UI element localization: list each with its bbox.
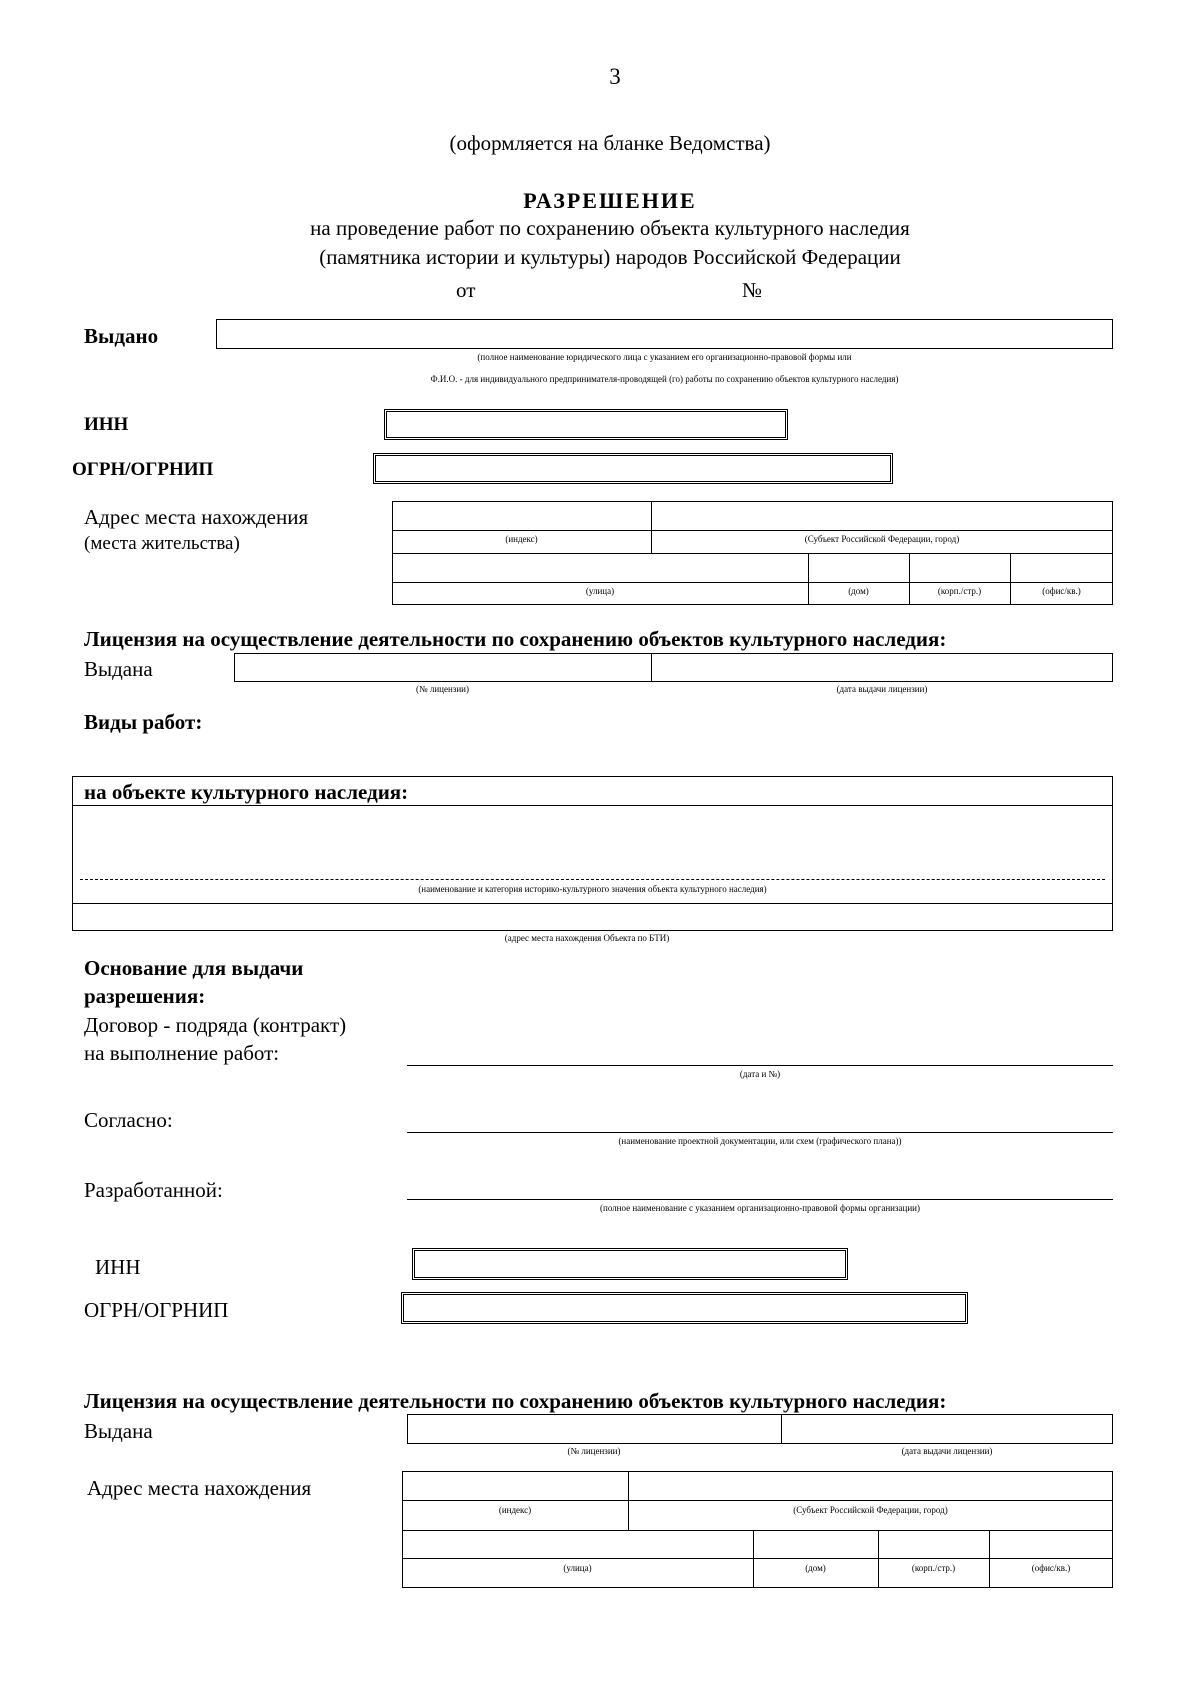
object-heading: на объекте культурного наследия: (84, 780, 409, 804)
object-address-field[interactable] (72, 904, 1113, 930)
license1-date-caption: (дата выдачи лицензии) (836, 684, 928, 694)
date-label: от (456, 278, 476, 302)
ogrn2-label: ОГРН/ОГРНИП (84, 1298, 229, 1322)
address2-office-caption: (офис/кв.) (1031, 1563, 1071, 1573)
license1-number-caption: (№ лицензии) (416, 684, 469, 694)
inn2-field[interactable] (412, 1248, 848, 1280)
license1-issued-label: Выдана (84, 657, 153, 681)
contract-caption: (дата и №) (739, 1069, 781, 1079)
object-name-field[interactable] (72, 805, 1113, 879)
license2-number-field[interactable] (407, 1414, 781, 1444)
according-label: Согласно: (84, 1108, 173, 1132)
basis-heading-line2: разрешения: (84, 984, 206, 1008)
address2-label: Адрес места нахождения (87, 1476, 312, 1500)
developed-label: Разработанной: (84, 1178, 223, 1202)
contract-label-line1: Договор - подряда (контракт) (84, 1013, 347, 1037)
address-building-field[interactable] (909, 553, 1010, 582)
issued-label: Выдано (84, 324, 159, 348)
address-region-caption: (Субъект Российской Федерации, город) (804, 534, 960, 544)
address-house-field[interactable] (808, 553, 909, 582)
object-name-caption: (наименование и категория историко-культурного значения объекта культурного наследия) (418, 884, 767, 894)
basis-heading-line1: Основание для выдачи (84, 956, 304, 980)
according-field-line[interactable] (407, 1132, 1113, 1133)
address-index-field[interactable] (392, 501, 651, 530)
blank-note: (оформляется на бланке Ведомства) (449, 131, 771, 155)
address2-index-field[interactable] (402, 1471, 628, 1500)
address2-house-field[interactable] (753, 1530, 878, 1558)
issued-field[interactable] (216, 319, 1113, 349)
document-title: РАЗРЕШЕНИЕ (523, 188, 697, 213)
address-office-caption: (офис/кв.) (1042, 586, 1081, 596)
address2-index-caption: (индекс) (498, 1505, 532, 1515)
address2-building-caption: (корп./стр.) (911, 1563, 956, 1573)
issued-caption1: (полное наименование юридического лица с указанием его организационно-правовой формы или (477, 352, 852, 362)
license1-date-field[interactable] (651, 653, 1113, 682)
address-street-caption: (улица) (585, 586, 615, 596)
address2-street-field[interactable] (402, 1530, 753, 1558)
subtitle-line2: (памятника истории и культуры) народов Российской Федерации (319, 245, 901, 269)
address-region-field[interactable] (651, 501, 1113, 530)
work-types-label: Виды работ: (84, 710, 203, 734)
contract-field-line[interactable] (407, 1065, 1113, 1066)
object-address-caption: (адрес места нахождения Объекта по БТИ) (504, 933, 670, 943)
address-label-line2: (места жительства) (84, 533, 240, 554)
inn2-label: ИНН (95, 1255, 141, 1279)
subtitle-line1: на проведение работ по сохранению объекта культурного наследия (310, 216, 910, 240)
address2-building-field[interactable] (878, 1530, 989, 1558)
address-index-caption: (индекс) (505, 534, 538, 544)
license2-date-field[interactable] (781, 1414, 1113, 1444)
inn-field[interactable] (384, 409, 788, 440)
developed-field-line[interactable] (407, 1199, 1113, 1200)
address-building-caption: (корп./стр.) (937, 586, 982, 596)
issued-caption2: Ф.И.О. - для индивидуального предпринимателя-проводящей (го) работы по сохранению объектов культурного наследия) (430, 374, 899, 384)
according-caption: (наименование проектной документации, или схем (графического плана)) (618, 1136, 902, 1146)
contract-label-line2: на выполнение работ: (84, 1041, 280, 1065)
page-number: 3 (609, 64, 621, 89)
address-office-field[interactable] (1010, 553, 1113, 582)
license2-heading: Лицензия на осуществление деятельности по сохранению объектов культурного наследия: (84, 1389, 947, 1413)
address2-street-caption: (улица) (563, 1563, 592, 1573)
ogrn2-field[interactable] (401, 1292, 968, 1324)
license1-number-field[interactable] (234, 653, 651, 682)
developed-caption: (полное наименование с указанием организационно-правовой формы организации) (600, 1203, 920, 1213)
license1-heading: Лицензия на осуществление деятельности по сохранению объектов культурного наследия: (84, 627, 947, 651)
number-label: № (742, 278, 763, 302)
ogrn-label: ОГРН/ОГРНИП (72, 459, 214, 480)
address-street-field[interactable] (392, 553, 808, 582)
inn-label: ИНН (84, 414, 129, 435)
address-house-caption: (дом) (848, 586, 869, 596)
license2-issued-label: Выдана (84, 1419, 153, 1443)
license2-number-caption: (№ лицензии) (567, 1446, 621, 1456)
address2-office-field[interactable] (989, 1530, 1113, 1558)
license2-date-caption: (дата выдачи лицензии) (901, 1446, 993, 1456)
address2-region-field[interactable] (628, 1471, 1113, 1500)
address-label-line1: Адрес места нахождения (84, 505, 309, 529)
address2-region-caption: (Субъект Российской Федерации, город) (793, 1505, 948, 1515)
ogrn-field[interactable] (373, 453, 893, 484)
address2-house-caption: (дом) (805, 1563, 826, 1573)
